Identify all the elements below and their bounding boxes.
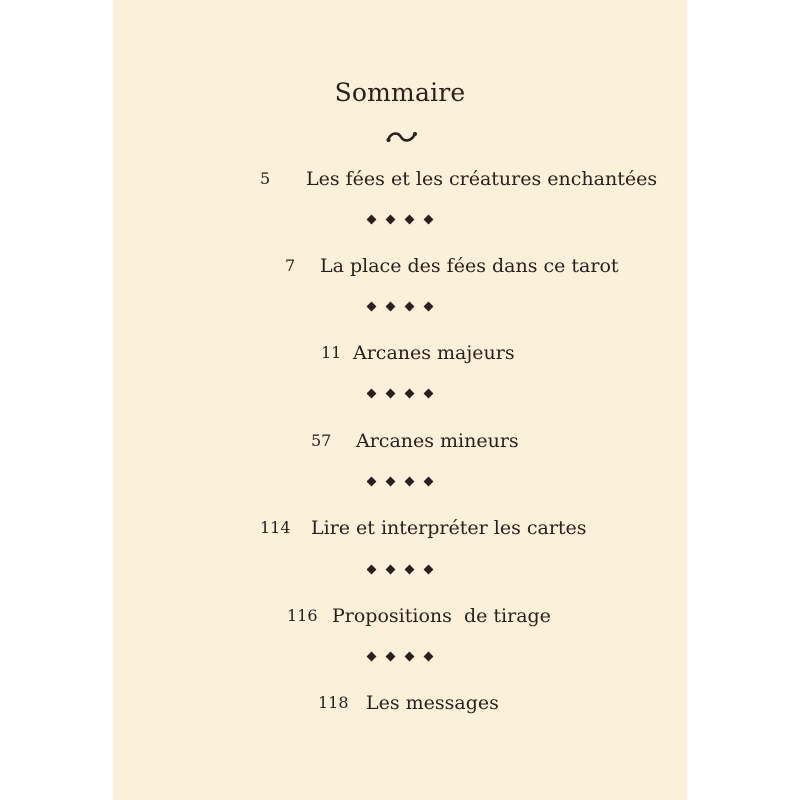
toc-page-number: 116	[287, 606, 318, 625]
toc-page-number: 11	[321, 343, 342, 362]
toc-entry[interactable]	[113, 165, 687, 193]
toc-entry-label: Les messages	[366, 692, 499, 714]
diamond-icon	[367, 476, 377, 486]
page-title: Sommaire	[334, 78, 466, 107]
diamond-icon	[386, 476, 396, 486]
diamond-icon	[424, 388, 434, 398]
toc-page-number: 114	[260, 518, 291, 537]
toc-entry-label: Arcanes mineurs	[356, 430, 519, 452]
diamond-icon	[367, 564, 377, 574]
toc-entry[interactable]	[113, 689, 687, 717]
toc-entry[interactable]	[113, 339, 687, 367]
toc-page-number: 57	[311, 431, 332, 450]
toc-entry[interactable]	[113, 602, 687, 630]
diamond-icon	[405, 388, 415, 398]
diamond-icon	[424, 301, 434, 311]
diamond-separator	[368, 213, 432, 225]
toc-page-number: 7	[285, 256, 296, 275]
toc-entry-label: Les fées et les créatures enchantées	[306, 168, 658, 190]
diamond-icon	[405, 651, 415, 661]
diamond-icon	[424, 564, 434, 574]
toc-entry-label: Arcanes majeurs	[353, 342, 515, 364]
toc-page-number: 5	[260, 169, 271, 188]
diamond-separator	[368, 475, 432, 487]
toc-page-number: 118	[318, 693, 349, 712]
toc-entry[interactable]	[113, 252, 687, 280]
diamond-icon	[386, 564, 396, 574]
diamond-icon	[367, 301, 377, 311]
diamond-icon	[386, 301, 396, 311]
diamond-icon	[424, 476, 434, 486]
diamond-icon	[424, 214, 434, 224]
swash-ornament-icon	[385, 129, 419, 145]
diamond-icon	[367, 214, 377, 224]
diamond-separator	[368, 563, 432, 575]
diamond-icon	[386, 651, 396, 661]
diamond-icon	[405, 564, 415, 574]
toc-entry-label: Lire et interpréter les cartes	[311, 517, 587, 539]
toc-entry[interactable]	[113, 514, 687, 542]
diamond-icon	[386, 214, 396, 224]
toc-entry-label: Propositions de tirage	[332, 605, 551, 627]
diamond-icon	[424, 651, 434, 661]
toc-entry-label: La place des fées dans ce tarot	[320, 255, 619, 277]
diamond-separator	[368, 300, 432, 312]
diamond-icon	[405, 476, 415, 486]
diamond-icon	[367, 388, 377, 398]
diamond-icon	[386, 388, 396, 398]
diamond-icon	[405, 214, 415, 224]
diamond-icon	[367, 651, 377, 661]
diamond-separator	[368, 650, 432, 662]
diamond-separator	[368, 387, 432, 399]
book-page	[113, 0, 687, 800]
diamond-icon	[405, 301, 415, 311]
toc-entry[interactable]	[113, 427, 687, 455]
